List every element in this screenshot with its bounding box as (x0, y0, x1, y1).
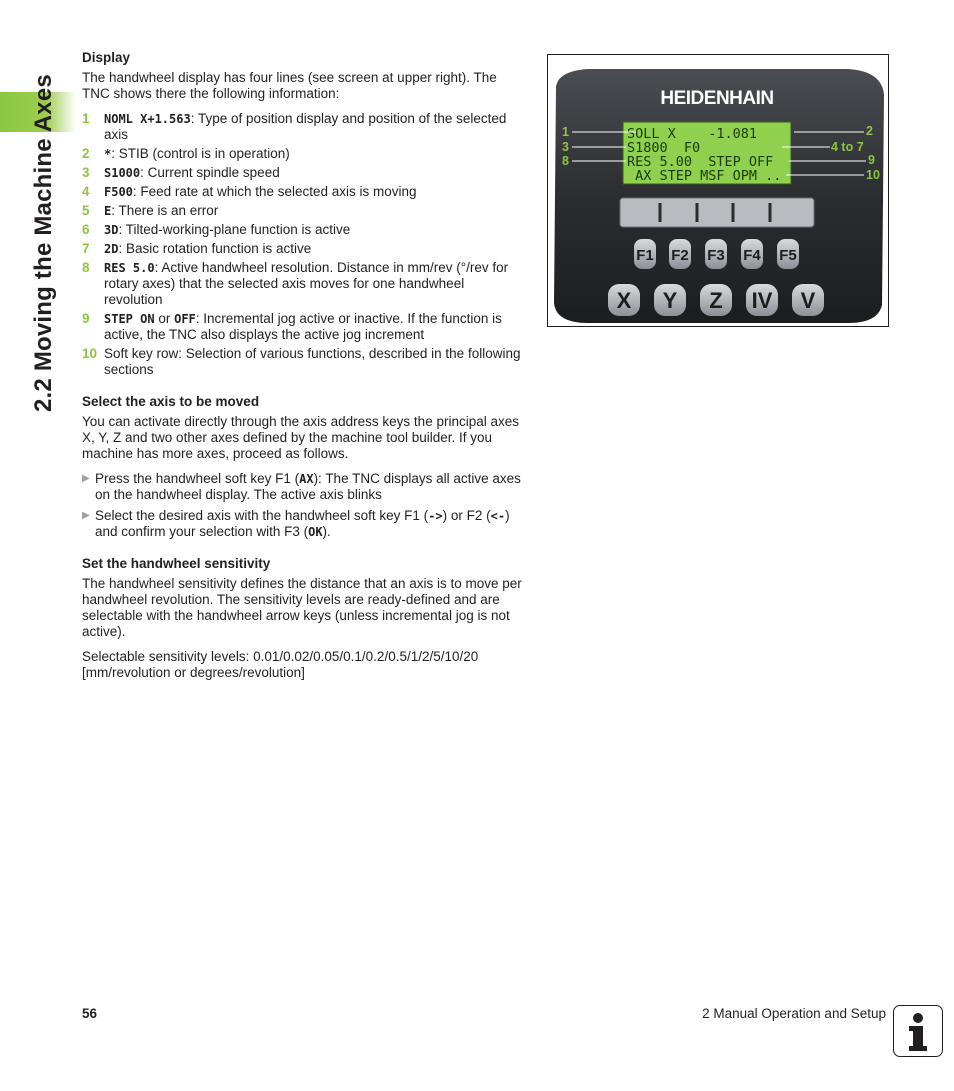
list-item: 2 *: STIB (control is in operation) (82, 146, 290, 161)
callout-label: 2 (866, 124, 873, 138)
lcd-line-3: RES 5.00 STEP OFF (627, 154, 774, 170)
list-item: 10 Soft key row: Selection of various functions, described in the following sections (82, 346, 521, 377)
list-item: 7 2D: Basic rotation function is active (82, 241, 312, 256)
softkey-bar (620, 198, 814, 227)
handwheel-illustration (548, 55, 888, 326)
f3-key-label: F3 (707, 247, 725, 264)
display-heading: Display (82, 50, 131, 65)
callout-label: 1 (562, 125, 569, 139)
callout-label: 10 (866, 168, 880, 182)
callout-label: 8 (562, 154, 569, 168)
sensitivity-intro: The handwheel sensitivity defines the distance that an axis is to move per handwheel revolution. The sensitivity levels are ready-defined and are selectable with the handwheel arrow keys (unless incremental jog is not active). (82, 576, 522, 639)
select-axis-intro: You can activate directly through the axis address keys the principal axes X, Y, Z and two other axes defined by the machine tool builder. If you machine has more axes, proceed as follows. (82, 414, 519, 461)
triangle-bullet-icon: ▶ (82, 510, 90, 521)
handwheel-figure (547, 54, 889, 327)
y-axis-key-label: Y (662, 288, 678, 313)
sensitivity-levels: Selectable sensitivity levels: 0.01/0.02/0.05/0.1/0.2/0.5/1/2/5/10/20 [mm/revolution or degrees/revolution] (82, 649, 479, 680)
callout-label: 9 (868, 153, 875, 167)
list-item: 3 S1000: Current spindle speed (82, 165, 280, 180)
display-intro: The handwheel display has four lines (see screen at upper right). The TNC shows there the following information: (82, 70, 497, 101)
page-number: 56 (82, 1006, 98, 1021)
x-axis-key-label: X (616, 288, 632, 313)
iv-axis-key-label: IV (751, 288, 773, 313)
list-item: 8 RES 5.0: Active handwheel resolution. Distance in mm/rev (°/rev for rotary axes) that the selected axis moves for one handwheel revolution (82, 260, 509, 307)
display-items-list (82, 111, 524, 378)
brand-logo: HEIDENHAIN (660, 88, 774, 109)
chapter-side-title: 2.2 Moving the Machine Axes (30, 74, 57, 412)
callout-label: 3 (562, 140, 569, 154)
triangle-bullet-icon: ▶ (82, 473, 90, 484)
lcd-line-1: SOLL X -1.081 (627, 126, 758, 142)
sensitivity-heading: Set the handwheel sensitivity (82, 556, 271, 571)
list-item: 6 3D: Tilted-working-plane function is active (82, 222, 351, 237)
f2-key-label: F2 (671, 247, 689, 264)
instruction-step: ▶ Press the handwheel soft key F1 (AX): The TNC displays all active axes on the handwheel display. The active axis blinks (82, 471, 521, 502)
z-axis-key-label: Z (709, 288, 723, 313)
select-axis-heading: Select the axis to be moved (82, 394, 260, 409)
v-axis-key-label: V (800, 288, 816, 313)
chapter-footer: 2 Manual Operation and Setup (702, 1006, 886, 1021)
list-item: 4 F500: Feed rate at which the selected axis is moving (82, 184, 417, 199)
f5-key-label: F5 (779, 247, 797, 264)
lcd-line-4: AX STEP MSF OPM .. (627, 168, 782, 184)
info-icon (893, 1005, 943, 1057)
f4-key-label: F4 (743, 247, 761, 264)
lcd-line-2: S1800 F0 (627, 140, 701, 156)
main-content (82, 50, 524, 690)
instruction-step: ▶ Select the desired axis with the handwheel soft key F1 (->) or F2 (<-) and confirm your selection with F3 (OK). (82, 508, 510, 539)
list-item: 5 E: There is an error (82, 203, 219, 218)
f1-key-label: F1 (636, 247, 654, 264)
callout-label: 4 to 7 (831, 140, 864, 154)
list-item: 1 NOML X+1.563: Type of position display and position of the selected axis (82, 111, 507, 142)
list-item: 9 STEP ON or OFF: Incremental jog active or inactive. If the function is active, the TNC also displays the active jog increment (82, 311, 502, 342)
